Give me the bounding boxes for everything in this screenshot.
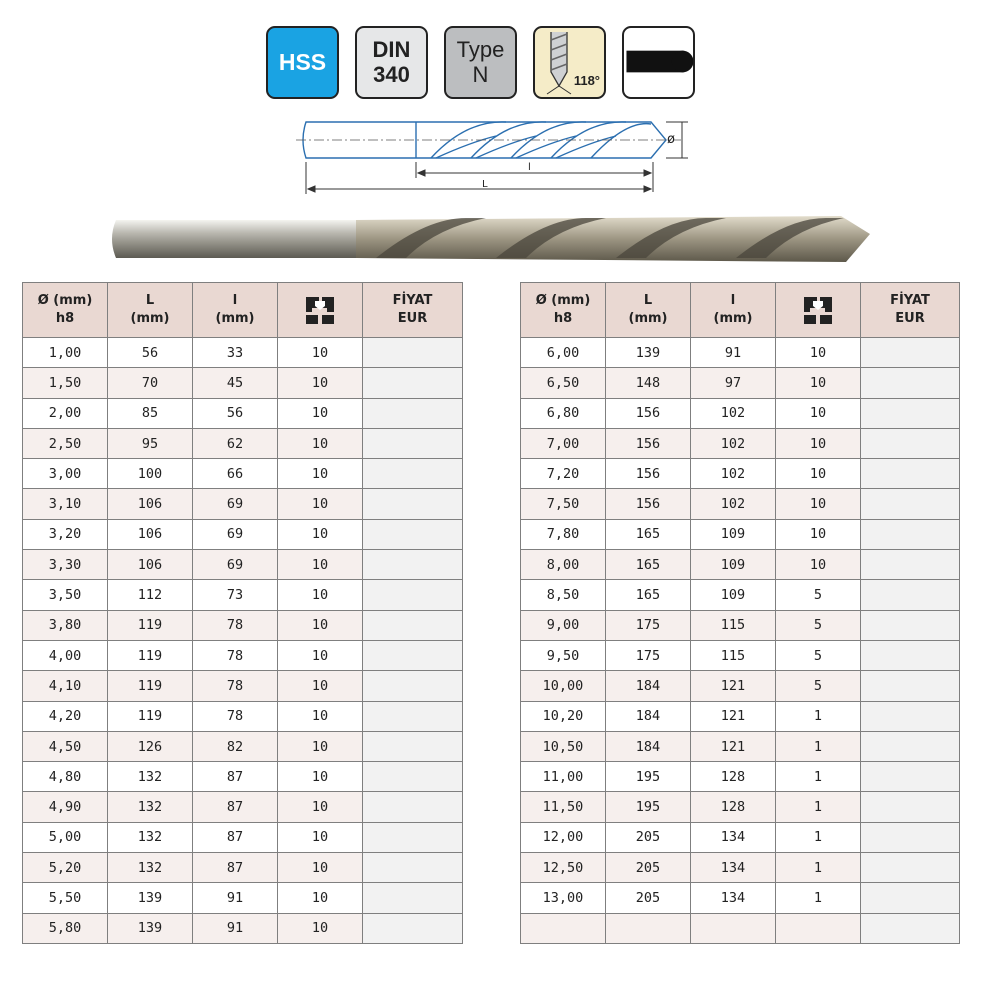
cell-flute-length: 78 — [193, 610, 278, 640]
cell-flute-length: 121 — [691, 701, 776, 731]
cell-price — [861, 731, 960, 761]
hss-badge — [266, 26, 339, 99]
cell-total-length: 175 — [606, 640, 691, 670]
cell-total-length: 156 — [606, 398, 691, 428]
cell-total-length: 156 — [606, 428, 691, 458]
cell-diameter: 4,20 — [23, 701, 108, 731]
cell-diameter: 5,80 — [23, 913, 108, 943]
cell-diameter: 12,00 — [521, 822, 606, 852]
diameter-dimension-label: ø — [667, 132, 675, 147]
cell-flute-length: 128 — [691, 792, 776, 822]
cell-total-length: 205 — [606, 853, 691, 883]
cell-flute-length: 121 — [691, 671, 776, 701]
table-row — [521, 459, 960, 489]
cell-price — [363, 853, 463, 883]
cell-pack-quantity: 10 — [776, 550, 861, 580]
cell-diameter: 11,50 — [521, 792, 606, 822]
cell-total-length: 119 — [108, 610, 193, 640]
table-row — [23, 338, 463, 368]
cell-flute-length: 69 — [193, 489, 278, 519]
cell-diameter: 4,50 — [23, 731, 108, 761]
cell-pack-quantity: 10 — [776, 428, 861, 458]
cell-pack-quantity: 10 — [278, 459, 363, 489]
cell-pack-quantity: 10 — [278, 489, 363, 519]
cell-price — [861, 428, 960, 458]
package-quantity-icon — [801, 294, 835, 326]
total-length-dimension-label: L — [482, 179, 488, 190]
cell-price — [363, 459, 463, 489]
cell-price — [861, 822, 960, 852]
cell-diameter: 2,00 — [23, 398, 108, 428]
cell-total-length: 95 — [108, 428, 193, 458]
cell-total-length: 132 — [108, 853, 193, 883]
table-row — [23, 489, 463, 519]
cell-price — [363, 671, 463, 701]
cell-diameter: 10,20 — [521, 701, 606, 731]
col-header-diameter: Ø (mm) h8 — [521, 283, 606, 338]
cell-price — [861, 883, 960, 913]
cell-flute-length: 56 — [193, 398, 278, 428]
cell-flute-length: 109 — [691, 580, 776, 610]
cell-flute-length: 87 — [193, 792, 278, 822]
cell-pack-quantity: 1 — [776, 762, 861, 792]
cell-diameter: 9,50 — [521, 640, 606, 670]
cell-diameter: 1,00 — [23, 338, 108, 368]
cell-pack-quantity: 1 — [776, 701, 861, 731]
table-row — [23, 398, 463, 428]
cell-price — [861, 398, 960, 428]
drill-spec-table-left — [22, 282, 463, 944]
cell-price — [363, 338, 463, 368]
table-row — [521, 762, 960, 792]
drill-technical-drawing — [296, 112, 696, 200]
cell-flute-length: 109 — [691, 519, 776, 549]
cell-pack-quantity — [776, 913, 861, 943]
cell-diameter: 8,50 — [521, 580, 606, 610]
cell-pack-quantity: 10 — [776, 519, 861, 549]
drill-spec-table-right — [520, 282, 960, 944]
table-row — [23, 731, 463, 761]
cell-price — [861, 580, 960, 610]
cell-pack-quantity: 10 — [278, 792, 363, 822]
cell-flute-length: 78 — [193, 671, 278, 701]
cell-price — [861, 610, 960, 640]
table-row — [521, 640, 960, 670]
cell-total-length: 156 — [606, 489, 691, 519]
cell-pack-quantity: 10 — [278, 762, 363, 792]
cell-total-length: 184 — [606, 671, 691, 701]
cell-diameter: 7,00 — [521, 428, 606, 458]
cell-diameter: 12,50 — [521, 853, 606, 883]
cell-price — [363, 368, 463, 398]
cell-pack-quantity: 10 — [278, 428, 363, 458]
cell-price — [363, 550, 463, 580]
cell-diameter: 7,80 — [521, 519, 606, 549]
table-row — [23, 913, 463, 943]
cell-flute-length: 134 — [691, 883, 776, 913]
cell-pack-quantity: 10 — [278, 671, 363, 701]
cell-total-length: 132 — [108, 822, 193, 852]
cell-diameter: 4,00 — [23, 640, 108, 670]
cell-flute-length: 45 — [193, 368, 278, 398]
cell-price — [363, 519, 463, 549]
cell-total-length: 156 — [606, 459, 691, 489]
point-angle-badge — [533, 26, 606, 99]
cell-flute-length: 91 — [193, 883, 278, 913]
col-header-pack-quantity — [278, 283, 363, 338]
cell-diameter: 6,00 — [521, 338, 606, 368]
cell-pack-quantity: 5 — [776, 671, 861, 701]
cell-flute-length: 73 — [193, 580, 278, 610]
cylindrical-shank-icon — [624, 28, 694, 97]
cell-pack-quantity: 10 — [776, 398, 861, 428]
cell-price — [363, 822, 463, 852]
cell-diameter: 4,80 — [23, 762, 108, 792]
cell-price — [363, 883, 463, 913]
cell-pack-quantity: 10 — [278, 731, 363, 761]
cell-flute-length: 87 — [193, 853, 278, 883]
cell-pack-quantity: 10 — [278, 913, 363, 943]
cell-pack-quantity: 10 — [776, 489, 861, 519]
cell-total-length: 112 — [108, 580, 193, 610]
cell-total-length: 195 — [606, 762, 691, 792]
din-standard-badge — [355, 26, 428, 99]
cell-pack-quantity: 10 — [278, 822, 363, 852]
drill-bit-photo — [106, 210, 876, 268]
cell-total-length: 148 — [606, 368, 691, 398]
col-header-pack-quantity — [776, 283, 861, 338]
col-header-total-length: L (mm) — [108, 283, 193, 338]
table-row — [521, 701, 960, 731]
cell-flute-length: 134 — [691, 853, 776, 883]
cell-total-length: 119 — [108, 701, 193, 731]
table-row — [23, 610, 463, 640]
cell-total-length: 175 — [606, 610, 691, 640]
cell-diameter: 3,10 — [23, 489, 108, 519]
cell-pack-quantity: 10 — [776, 338, 861, 368]
table-row — [521, 338, 960, 368]
cell-price — [363, 701, 463, 731]
point-angle-label: 118° — [573, 73, 600, 88]
cell-pack-quantity: 10 — [776, 459, 861, 489]
cell-flute-length: 109 — [691, 550, 776, 580]
cell-total-length: 100 — [108, 459, 193, 489]
table-row — [23, 459, 463, 489]
table-row — [23, 792, 463, 822]
table-row — [521, 792, 960, 822]
cell-flute-length: 128 — [691, 762, 776, 792]
cell-total-length: 126 — [108, 731, 193, 761]
din-label: DIN — [372, 37, 411, 62]
hss-label: HSS — [278, 49, 327, 75]
cell-flute-length: 102 — [691, 428, 776, 458]
cell-diameter: 4,10 — [23, 671, 108, 701]
cell-price — [861, 519, 960, 549]
table-row — [23, 640, 463, 670]
cell-price — [861, 762, 960, 792]
cell-diameter: 7,20 — [521, 459, 606, 489]
cell-price — [861, 550, 960, 580]
cell-pack-quantity: 5 — [776, 580, 861, 610]
table-header-row — [521, 283, 960, 338]
col-header-flute-length: l (mm) — [193, 283, 278, 338]
cell-pack-quantity: 10 — [278, 701, 363, 731]
table-row — [521, 883, 960, 913]
cell-total-length: 165 — [606, 550, 691, 580]
cell-flute-length: 91 — [691, 338, 776, 368]
table-row — [521, 519, 960, 549]
table-row — [521, 580, 960, 610]
cell-price — [363, 580, 463, 610]
cell-total-length: 165 — [606, 580, 691, 610]
cell-price — [363, 489, 463, 519]
cell-total-length: 106 — [108, 489, 193, 519]
cell-diameter: 4,90 — [23, 792, 108, 822]
cell-pack-quantity: 10 — [278, 580, 363, 610]
cell-total-length: 70 — [108, 368, 193, 398]
cell-price — [861, 640, 960, 670]
table-row — [23, 519, 463, 549]
cell-price — [861, 853, 960, 883]
cell-price — [363, 731, 463, 761]
cell-total-length: 139 — [108, 913, 193, 943]
cell-pack-quantity: 10 — [278, 398, 363, 428]
cell-diameter: 13,00 — [521, 883, 606, 913]
cell-price — [363, 640, 463, 670]
col-header-total-length: L (mm) — [606, 283, 691, 338]
type-value: N — [472, 62, 489, 87]
din-number: 340 — [373, 62, 410, 87]
cell-diameter: 3,00 — [23, 459, 108, 489]
cell-pack-quantity: 10 — [278, 338, 363, 368]
cell-price — [363, 762, 463, 792]
cell-price — [861, 489, 960, 519]
table-row — [23, 550, 463, 580]
cell-flute-length: 134 — [691, 822, 776, 852]
cell-price — [363, 913, 463, 943]
cell-flute-length: 69 — [193, 519, 278, 549]
table-row — [23, 428, 463, 458]
cell-flute-length: 102 — [691, 398, 776, 428]
table-row — [23, 671, 463, 701]
cell-total-length: 85 — [108, 398, 193, 428]
cell-total-length: 119 — [108, 640, 193, 670]
cell-pack-quantity: 1 — [776, 883, 861, 913]
type-n-badge — [444, 26, 517, 99]
cell-flute-length: 82 — [193, 731, 278, 761]
cell-diameter: 10,50 — [521, 731, 606, 761]
table-header-row — [23, 283, 463, 338]
table-row — [521, 822, 960, 852]
cell-flute-length: 87 — [193, 822, 278, 852]
table-row — [23, 762, 463, 792]
cell-pack-quantity: 10 — [278, 519, 363, 549]
cell-pack-quantity: 10 — [278, 610, 363, 640]
cell-pack-quantity: 1 — [776, 853, 861, 883]
cell-price — [861, 701, 960, 731]
cell-pack-quantity: 10 — [776, 368, 861, 398]
cell-pack-quantity: 10 — [278, 853, 363, 883]
cell-flute-length: 33 — [193, 338, 278, 368]
cell-total-length: 139 — [108, 883, 193, 913]
table-row — [521, 610, 960, 640]
cell-diameter: 3,50 — [23, 580, 108, 610]
cell-total-length: 184 — [606, 731, 691, 761]
cell-diameter: 1,50 — [23, 368, 108, 398]
table-row — [23, 883, 463, 913]
table-row — [521, 550, 960, 580]
cell-flute-length: 66 — [193, 459, 278, 489]
cell-flute-length: 78 — [193, 640, 278, 670]
cell-price — [363, 610, 463, 640]
table-row — [521, 671, 960, 701]
cell-flute-length: 102 — [691, 459, 776, 489]
cell-flute-length: 115 — [691, 610, 776, 640]
cell-price — [861, 792, 960, 822]
cell-pack-quantity: 10 — [278, 640, 363, 670]
cell-pack-quantity: 1 — [776, 731, 861, 761]
cell-total-length: 132 — [108, 762, 193, 792]
table-row — [521, 398, 960, 428]
cell-pack-quantity: 1 — [776, 792, 861, 822]
col-header-price: FİYAT EUR — [861, 283, 960, 338]
col-header-price: FİYAT EUR — [363, 283, 463, 338]
cell-diameter: 3,80 — [23, 610, 108, 640]
col-header-diameter: Ø (mm) h8 — [23, 283, 108, 338]
cell-price — [363, 398, 463, 428]
table-row — [23, 701, 463, 731]
cell-price — [363, 428, 463, 458]
cell-total-length: 205 — [606, 883, 691, 913]
table-row — [23, 580, 463, 610]
cell-diameter: 3,20 — [23, 519, 108, 549]
cell-pack-quantity: 5 — [776, 610, 861, 640]
cell-total-length: 106 — [108, 550, 193, 580]
cell-diameter: 5,20 — [23, 853, 108, 883]
table-row — [521, 853, 960, 883]
cell-pack-quantity: 5 — [776, 640, 861, 670]
cell-total-length: 119 — [108, 671, 193, 701]
spec-badges — [266, 26, 695, 99]
table-row — [23, 368, 463, 398]
cell-price — [861, 368, 960, 398]
cell-price — [363, 792, 463, 822]
cell-diameter: 5,50 — [23, 883, 108, 913]
cell-diameter: 2,50 — [23, 428, 108, 458]
cell-total-length: 56 — [108, 338, 193, 368]
cell-diameter: 7,50 — [521, 489, 606, 519]
type-label: Type — [456, 37, 505, 62]
cell-total-length: 165 — [606, 519, 691, 549]
cylindrical-shank-badge — [622, 26, 695, 99]
cell-flute-length: 78 — [193, 701, 278, 731]
cell-total-length: 205 — [606, 822, 691, 852]
col-header-flute-length: l (mm) — [691, 283, 776, 338]
cell-flute-length: 102 — [691, 489, 776, 519]
table-row — [521, 731, 960, 761]
cell-flute-length: 115 — [691, 640, 776, 670]
cell-pack-quantity: 10 — [278, 368, 363, 398]
cell-flute-length: 97 — [691, 368, 776, 398]
cell-diameter: 6,50 — [521, 368, 606, 398]
cell-flute-length: 62 — [193, 428, 278, 458]
cell-flute-length: 91 — [193, 913, 278, 943]
cell-total-length: 195 — [606, 792, 691, 822]
table-row — [23, 853, 463, 883]
cell-diameter: 5,00 — [23, 822, 108, 852]
cell-price — [861, 671, 960, 701]
cell-diameter: 8,00 — [521, 550, 606, 580]
cell-diameter: 3,30 — [23, 550, 108, 580]
cell-diameter: 11,00 — [521, 762, 606, 792]
cell-price — [861, 338, 960, 368]
table-row — [23, 822, 463, 852]
cell-pack-quantity: 10 — [278, 883, 363, 913]
cell-total-length: 139 — [606, 338, 691, 368]
cell-flute-length: 121 — [691, 731, 776, 761]
cell-diameter: 9,00 — [521, 610, 606, 640]
cell-diameter: 6,80 — [521, 398, 606, 428]
cell-price — [861, 913, 960, 943]
cell-price — [861, 459, 960, 489]
cell-flute-length: 87 — [193, 762, 278, 792]
table-row — [521, 368, 960, 398]
cell-pack-quantity: 1 — [776, 822, 861, 852]
cell-diameter — [521, 913, 606, 943]
cell-total-length: 184 — [606, 701, 691, 731]
cell-total-length: 132 — [108, 792, 193, 822]
table-row — [521, 913, 960, 943]
cell-flute-length: 69 — [193, 550, 278, 580]
cell-diameter: 10,00 — [521, 671, 606, 701]
table-row — [521, 428, 960, 458]
package-quantity-icon — [303, 294, 337, 326]
cell-pack-quantity: 10 — [278, 550, 363, 580]
cell-total-length: 106 — [108, 519, 193, 549]
table-row — [521, 489, 960, 519]
cell-total-length — [606, 913, 691, 943]
flute-length-dimension-label: l — [528, 162, 531, 173]
cell-flute-length — [691, 913, 776, 943]
